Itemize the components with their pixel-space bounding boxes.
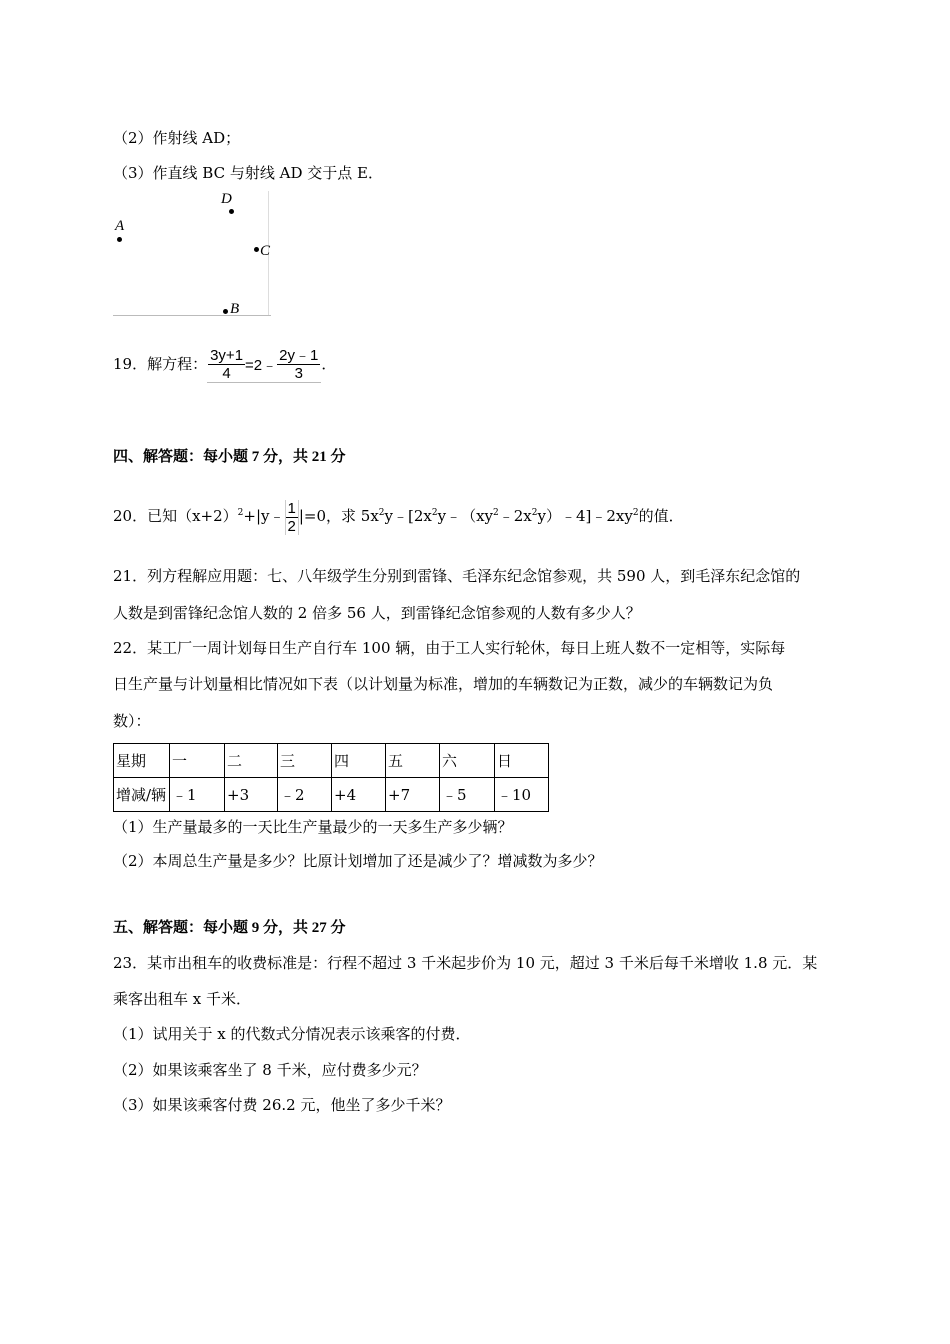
table-cell: ﹣1 (170, 778, 225, 812)
table-cell: 一 (170, 744, 225, 778)
table-cell: 三 (278, 744, 332, 778)
q19-fraction-2: $\frac{2y﹣1}{3}$ (279, 347, 319, 382)
q19: 19．解方程： $\frac{3y+1}{4}$ =2﹣ $\frac{2y﹣1}{3}$ ． (113, 347, 337, 382)
table-cell: 日 (495, 744, 549, 778)
q18-part3: （3）作直线 BC 与射线 AD 交于点 E． (113, 164, 383, 182)
q21-line2: 人数是到雷锋纪念馆人数的 2 倍多 56 人，到雷锋纪念馆参观的人数有多少人？ (113, 604, 641, 622)
q23-part2: （2）如果该乘客坐了 8 千米，应付费多少元？ (113, 1061, 427, 1079)
section-4-title: 四、解答题：每小题 7 分，共 21 分 (113, 449, 346, 465)
q22-line1: 22．某工厂一周计划每日生产自行车 100 辆，由于工人实行轮休，每日上班人数不一定相等，实际每 (113, 639, 786, 657)
table-cell: +3 (225, 778, 278, 812)
q22-line2: 日生产量与计划量相比情况如下表（以计划量为标准，增加的车辆数记为正数，减少的车辆数记为负 (113, 675, 774, 693)
point-c (254, 247, 259, 252)
table-cell: 四 (332, 744, 386, 778)
section-5-title: 五、解答题：每小题 9 分，共 27 分 (113, 920, 346, 936)
table-cell: +7 (386, 778, 440, 812)
point-a-label: A (115, 218, 125, 234)
table-cell: 星期 (114, 744, 170, 778)
table-cell: 二 (225, 744, 278, 778)
table-cell: 五 (386, 744, 440, 778)
table-cell: ﹣2 (278, 778, 332, 812)
point-a (117, 237, 122, 242)
table-cell: ﹣10 (495, 778, 549, 812)
q18-part2: （2）作射线 AD； (113, 129, 241, 147)
q19-fraction-1: $\frac{3y+1}{4}$ (210, 347, 244, 382)
q20-fraction: $\frac{1}{2}$ (285, 500, 299, 535)
table-cell: ﹣5 (440, 778, 495, 812)
q23-part3: （3）如果该乘客付费 26.2 元，他坐了多少千米？ (113, 1096, 451, 1114)
q20: 20．已知$(x+2)^2+|y﹣$ $\frac{1}{2}$ |=0，求 $5x^2y﹣[2x^2y﹣(xy^2﹣2x^2y)﹣4]﹣2xy^2$的值． (113, 499, 684, 535)
q23-line1: 23．某市出租车的收费标准是：行程不超过 3 千米起步价为 10 元，超过 3 千米后每千米增收 1.8 元．某 (113, 954, 818, 972)
q19-prefix: 19．解方程： (113, 355, 208, 373)
table-row (114, 778, 549, 812)
point-b (223, 309, 228, 314)
q23-line2: 乘客出租车 x 千米． (113, 990, 251, 1008)
table-row (114, 744, 549, 778)
point-d (229, 209, 234, 214)
table-cell: +4 (332, 778, 386, 812)
q22-line3: 数）： (113, 712, 151, 730)
q21-line1: 21．列方程解应用题：七、八年级学生分别到雷锋、毛泽东纪念馆参观，共 590 人，到毛泽东纪念馆的 (113, 567, 801, 585)
point-b-label: B (230, 301, 240, 317)
q22-part2: （2）本周总生产量是多少？比原计划增加了还是减少了？增减数为多少？ (113, 852, 603, 870)
points-figure (113, 191, 273, 317)
production-change-table (113, 743, 549, 812)
q23-part1: （1）试用关于 x 的代数式分情况表示该乘客的付费． (113, 1025, 471, 1043)
q22-part1: （1）生产量最多的一天比生产量最少的一天多生产多少辆？ (113, 818, 513, 836)
point-c-label: C (260, 243, 271, 259)
table-cell: 六 (440, 744, 495, 778)
point-d-label: D (221, 191, 232, 207)
table-cell: 增减/辆 (114, 778, 170, 812)
